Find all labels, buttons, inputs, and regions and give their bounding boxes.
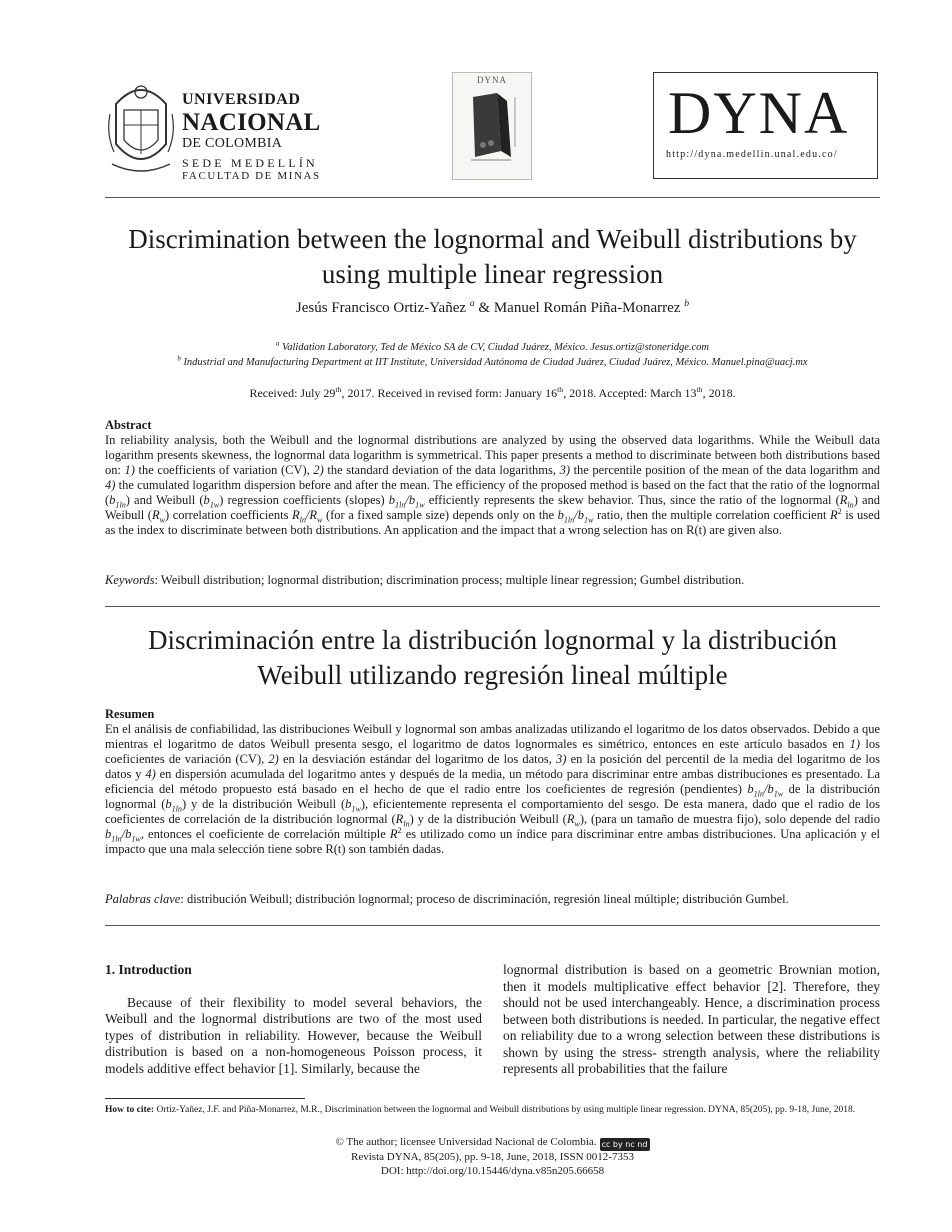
university-line-3: DE COLOMBIA [182,136,283,151]
affil-b-mark: b [177,355,181,363]
section-divider-1 [105,606,880,607]
how-to-cite [105,1104,880,1116]
university-line-4: SEDE MEDELLÍN [182,156,318,170]
footer-doi[interactable]: DOI: http://doi.org/10.15446/dyna.v85n205.66658 [380,1164,605,1177]
palabras-label: Palabras clave [105,892,181,906]
author-2: Manuel Román Piña-Monarrez [493,300,681,316]
cover-image-icon [461,87,523,167]
footer-license: © The author; licensee Universidad Nacional de Colombia. cc by nc nd [105,1136,880,1151]
affiliation-a [105,340,880,355]
paper-title-es-line-1: Discriminación entre la distribución lognormal y la distribución [147,625,838,655]
intro-left-column [105,962,482,1077]
affiliations [105,340,880,370]
university-crest-logo [108,74,174,178]
paper-title-en-line-1: Discrimination between the lognormal and Weibull distributions by [128,224,857,254]
abstract-body: In reliability analysis, both the Weibull and the lognormal distributions are analyzed by using the observed data logarithms. While the Weibull data logarithm presents skewness, the lognormal data logarithm is symmetrical. This paper presents a method to discriminate between both distributions based on: 1) the coefficients of variation (CV), 2) the standard deviation of the data logarithms, 3) the percentile position of the mean of the data logarithm and 4) the cumulated logarithm dispersion before and after the mean. The efficiency of the proposed method is based on the fact that the ratio of the lognormal $(b_{1ln})$ and Weibull $(b_{1w})$ regression coefficients (slopes) $b_{1ln}/b_{1w}$ efficiently represents the skew behavior. Thus, since the ratio of the lognormal $(R_{ln})$ and Weibull $(R_w)$ correlation coefficients $R_{ln}/R_w$ (for a fixed sample size) depends only on the $b_{1ln}/b_{1w}$ ratio, then the multiple correlation coefficient $R^2$ is used as the index to discriminate between both distributions. An application and the impact that a wrong selection has on R(t) are given also. [105,433,881,537]
intro-right-column [503,962,880,1078]
abstract [105,418,880,538]
page-footer [105,1136,880,1178]
cover-title: DYNA [477,75,507,85]
affiliation-b [105,355,880,370]
keywords [105,573,880,588]
journal-name: DYNA [668,80,850,146]
palabras-clave [105,892,880,907]
journal-logo-box [653,72,878,179]
paper-title-es-line-2: Weibull utilizando regresión lineal múltiple [257,660,728,690]
author-2-affil-mark: b [684,298,690,309]
affil-a-text: Validation Laboratory, Ted de México SA de CV, Ciudad Juárez, México. Jesus.ortiz@stoneridge.com [282,342,710,353]
resumen [105,707,880,857]
author-list [105,300,880,317]
university-line-5: FACULTAD DE MINAS [182,170,321,182]
header-divider [105,197,880,198]
author-separator: & [474,300,494,316]
intro-heading: 1. Introduction [105,962,192,977]
footnote-divider [105,1098,305,1099]
university-name [182,92,321,182]
affil-a-mark: a [275,340,280,348]
author-1: Jesús Francisco Ortiz-Yañez [295,300,467,316]
paper-title-en-line-2: using multiple linear regression [321,259,664,289]
how-to-cite-label: How to cite: [105,1105,155,1115]
author-1-affil-mark: a [469,298,475,309]
footer-journal-info: Revista DYNA, 85(205), pp. 9-18, June, 2018, ISSN 0012-7353 [351,1151,634,1163]
paper-title-en [90,222,895,292]
section-divider-2 [105,925,880,926]
journal-cover-thumbnail [452,72,532,180]
resumen-heading: Resumen [105,707,155,721]
how-to-cite-text: Ortiz-Yañez, J.F. and Piña-Monarrez, M.R., Discrimination between the lognormal and Weibull distributions by using multiple linear regression. DYNA, 85(205), pp. 9-18, June, 2018. [154,1105,856,1115]
keywords-text: : Weibull distribution; lognormal distribution; discrimination process; multiple linear regression; Gumbel distribution. [154,573,745,587]
paper-title-es [90,623,895,693]
creative-commons-icon: cc by nc nd [600,1138,650,1151]
publication-dates: Received: July 29th, 2017. Received in revised form: January 16th, 2018. Accepted: March 13th, 2018. [249,385,736,400]
keywords-label: Keywords [105,573,155,587]
affil-b-text: Industrial and Manufacturing Department at IIT Institute, Universidad Autónoma de Ciudad Juárez, Ciudad Juárez, México. Manuel.pina@uacj.mx [183,357,808,368]
journal-url[interactable]: http://dyna.medellin.unal.edu.co/ [666,149,838,160]
palabras-text: : distribución Weibull; distribución lognormal; proceso de discriminación, regresión lineal múltiple; distribución Gumbel. [180,892,789,906]
university-line-1: UNIVERSIDAD [182,91,301,108]
abstract-heading: Abstract [105,418,152,432]
university-line-2: NACIONAL [182,109,321,136]
intro-right-text: lognormal distribution is based on a geometric Brownian motion, then it models multiplicative effect behavior [2]. Therefore, they should not be used interchangeably. Hence, a discrimination process between both distributions is needed. In particular, the negative effect on reliability due to a wrong selection between these distributions is shown by using the stress- strength analysis, where the reliability represents all probabilities that the failure [503,962,880,1076]
resumen-body: En el análisis de confiabilidad, las distribuciones Weibull y lognormal son ambas analizadas utilizando el logaritmo de los datos observados. Debido a que mientras el logaritmo de datos Weibull presenta sesgo, el logaritmo de datos lognormales es simétrico, entonces en este artículo basados en 1) los coeficientes de variación (CV), 2) en la desviación estándar del logaritmo de los datos, 3) en la posición del percentil de la media del logaritmo de los datos y 4) en dispersión acumulada del logaritmo antes y después de la media, un método para discriminar entre ambas distribuciones es presentado. La eficiencia del método propuesto está basado en el hecho de que el radio entre los coeficientes de regresión (pendientes) $b_{1ln}/b_{1w}$ de la distribución lognormal $(b_{1ln})$ y de la distribución Weibull $(b_{1w})$, eficientemente representa el comportamiento del sesgo. De esta manera, dado que el radio de los coeficientes de correlación de la distribución lognormal $(R_{ln})$ y de la distribución Weibull $(R_w)$, (para un tamaño de muestra fijo), solo depende del radio $b_{1ln}/b_{1w}$, entonces el coeficiente de correlación múltiple $R^2$ es utilizado como un índice para discriminar entre ambas distribuciones. Una aplicación y el impacto que una mala selección tiene sobre R(t) son también dadas. [105,722,881,856]
intro-left-text: Because of their flexibility to model several behaviors, the Weibull and the lognormal distributions are two of the most used types of distribution in reliability. However, because the Weibull distribution is based on a non-homogeneous Poisson process, it models additive effect behavior [1]. Similarly, because the [105,994,482,1076]
